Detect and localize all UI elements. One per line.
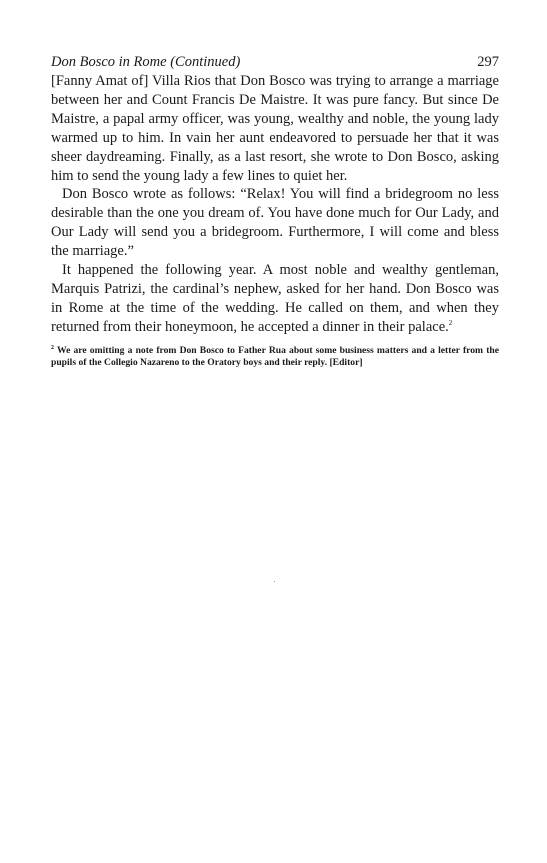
scan-speck	[274, 581, 275, 582]
paragraph-3	[51, 261, 499, 337]
paragraph-2	[51, 185, 499, 261]
book-page	[51, 53, 499, 369]
paragraph-1-text: [Fanny Amat of] Villa Rios that Don Bosco was trying to arrange a marriage between her and Count Francis De Maistre. It was pure fancy. But since De Maistre, a papal army officer, was young, wealthy and noble, the young lady warmed up to him. In vain her aunt endeavored to persuade her that it was sheer daydreaming. Finally, as a last resort, she wrote to Don Bosco, asking him to send the young lady a few lines to quiet her.	[51, 73, 499, 184]
paragraph-3-text: It happened the following year. A most noble and wealthy gentleman, Marquis Patrizi, the cardinal’s nephew, asked for her hand. Don Bosco was in Rome at the time of the wedding. He called on them, and when they returned from their honeymoon, he accepted a dinner in their palace.	[51, 262, 499, 335]
page-number: 297	[477, 54, 499, 70]
paragraph-2-text: Don Bosco wrote as follows: “Relax! You will find a bridegroom no less desirable than the one you dream of. You have done much for Our Lady, and Our Lady will send you a bridegroom. Furthermore, I will come and bless the marriage.”	[51, 186, 499, 260]
body-text	[51, 72, 499, 337]
footnote-reference: 2	[448, 318, 453, 327]
footnote	[51, 345, 499, 370]
footnote-marker: 2	[51, 344, 54, 351]
running-header	[51, 53, 499, 71]
footnote-text: We are omitting a note from Don Bosco to Father Rua about some business matters and a letter from the pupils of the Collegio Nazareno to the Oratory boys and their reply. [Editor]	[51, 344, 499, 368]
running-title: Don Bosco in Rome (Continued)	[51, 54, 241, 70]
paragraph-1	[51, 72, 499, 185]
